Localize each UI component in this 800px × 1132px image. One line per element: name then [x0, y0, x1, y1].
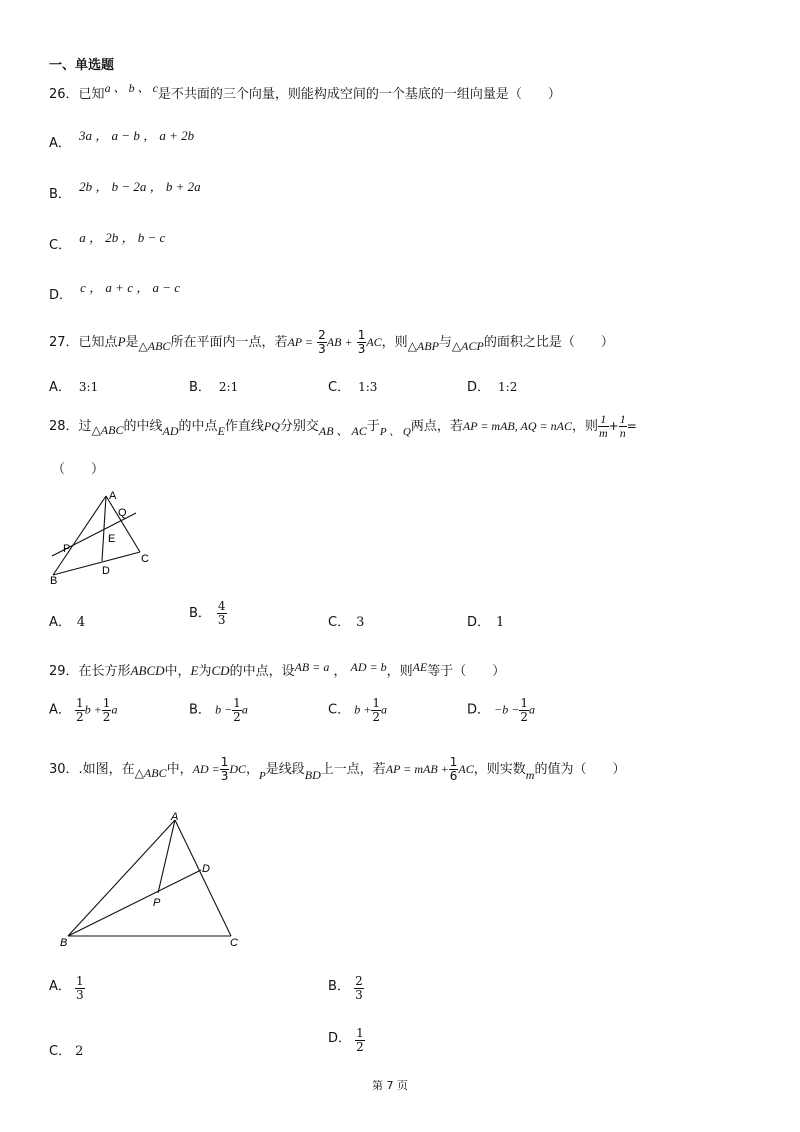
fraction: $\frac{1}{2}$ — [102, 696, 111, 724]
option-c[interactable] — [328, 697, 387, 723]
answer-paren: （ ） — [52, 462, 105, 477]
stem-text: 中， — [164, 664, 191, 679]
math-var: AD — [162, 424, 179, 438]
stem-text: 是线段 — [265, 762, 305, 777]
option-label: D． — [467, 615, 491, 630]
math-var: PQ — [263, 419, 280, 433]
math-var: △ABC — [91, 423, 124, 437]
label-P: P — [63, 543, 71, 555]
math-var: BD — [304, 768, 321, 782]
option-b[interactable] — [49, 179, 201, 202]
stem-text: 的中线 — [123, 419, 163, 434]
question-number: 28． — [49, 419, 79, 434]
math-op: = — [626, 419, 637, 433]
option-b[interactable] — [328, 975, 364, 1001]
label-Q: Q — [118, 507, 127, 519]
option-b[interactable] — [189, 376, 238, 395]
option-label: C． — [49, 238, 72, 253]
fraction: $\frac{1}{2}$ — [356, 1026, 364, 1054]
math-expr: b + — [354, 702, 372, 717]
option-label: D． — [467, 702, 491, 718]
option-a[interactable] — [49, 697, 117, 723]
option-label: B． — [49, 187, 71, 202]
fraction: $\frac{1}{2}$ — [76, 696, 84, 724]
math-expr: AB = a — [294, 660, 330, 674]
label-E: E — [108, 533, 116, 545]
option-label: C． — [328, 702, 351, 718]
stem-text: ， — [246, 762, 260, 777]
label-B: B — [60, 937, 68, 949]
math-expr: AP = mAB + — [385, 762, 449, 776]
option-label: A． — [49, 702, 71, 718]
question-28-stem — [49, 412, 637, 441]
math-var: △ABC — [138, 339, 171, 353]
stem-text: 过 — [78, 419, 92, 434]
option-value: a ， 2b ， b − c — [79, 230, 166, 245]
math-expr: a — [241, 702, 248, 717]
math-op: + — [608, 419, 619, 433]
stem-text: 是 — [125, 335, 139, 350]
math-var: AE — [412, 660, 428, 674]
stem-text: ，则 — [386, 664, 413, 679]
fraction: $\frac{1}{3}$ — [220, 755, 229, 783]
option-d[interactable] — [328, 1027, 365, 1053]
label-C: C — [141, 553, 149, 565]
option-d[interactable] — [467, 697, 535, 723]
option-value: 2b ， b − 2a ， b + 2a — [79, 179, 201, 194]
stem-text: 两点，若 — [410, 419, 463, 434]
fraction: $\frac{1}{3}$ — [357, 328, 366, 356]
triangle-figure-28 — [48, 488, 158, 588]
option-label: D． — [467, 380, 491, 395]
stem-text: 的面积之比是（ ） — [483, 335, 614, 350]
math-expr: AP = — [287, 335, 313, 349]
label-D: D — [202, 863, 210, 875]
vector-vars: a 、 b 、 c — [104, 81, 158, 95]
math-var: E — [190, 663, 199, 678]
page-number: 第 7 页 — [372, 1079, 408, 1092]
question-29-stem: 29．在长方形ABCD中，E为CD的中点，设AB = a ， AD = b，则AE等于（ ） — [49, 660, 506, 679]
math-expr: b − — [215, 702, 233, 717]
option-a[interactable] — [49, 128, 195, 151]
stem-text: ，则实数 — [473, 762, 526, 777]
math-expr: a — [111, 702, 118, 717]
option-a[interactable] — [49, 975, 85, 1001]
fraction: $\frac{2}{3}$ — [318, 328, 326, 356]
stem-text: 分别交 — [279, 419, 319, 434]
math-var: AC — [458, 762, 474, 776]
math-var: △ACP — [451, 339, 484, 353]
option-value: 4 — [76, 615, 86, 630]
option-value: 3 — [356, 615, 365, 630]
fraction: $\frac{1}{2}$ — [372, 696, 380, 724]
stem-text: .如图，在 — [78, 762, 135, 777]
math-var: E — [217, 424, 225, 438]
label-A: A — [171, 811, 179, 823]
option-label: A． — [49, 615, 71, 630]
math-expr: AB + — [326, 335, 353, 349]
math-var: m — [525, 768, 535, 782]
stem-text: 为 — [198, 664, 212, 679]
option-b[interactable] — [189, 697, 248, 723]
stem-text: 在长方形 — [78, 664, 131, 679]
stem-text: 的值为（ ） — [534, 762, 626, 777]
fraction: $\frac{1}{3}$ — [76, 974, 84, 1002]
label-A: A — [109, 490, 117, 502]
triangle-figure-30 — [56, 808, 248, 950]
question-30-stem — [49, 755, 625, 784]
option-value: 2:1 — [218, 380, 239, 394]
stem-text: 已知 — [78, 87, 105, 102]
option-label: B． — [328, 978, 350, 994]
math-var: △ABP — [407, 339, 439, 353]
option-label: C． — [328, 615, 351, 630]
stem-text: 等于（ ） — [427, 664, 506, 679]
option-label: B． — [189, 702, 211, 718]
stem-text: 与 — [438, 335, 452, 350]
stem-text: 作直线 — [224, 419, 264, 434]
option-d[interactable] — [467, 376, 517, 395]
math-expr: AD = b — [350, 660, 387, 674]
option-label: B． — [189, 380, 211, 395]
stem-text: 已知点 — [78, 335, 118, 350]
option-label: C． — [328, 380, 351, 395]
option-value: 1:3 — [358, 380, 378, 394]
question-number: 26． — [49, 87, 79, 102]
stem-text: 中， — [166, 762, 193, 777]
question-number: 27． — [49, 335, 79, 350]
question-number: 30． — [49, 762, 79, 777]
option-a[interactable] — [49, 376, 98, 395]
option-c[interactable] — [49, 230, 166, 253]
math-expr: AD = — [192, 762, 220, 776]
option-label: A． — [49, 136, 71, 151]
option-a[interactable] — [49, 611, 85, 630]
stem-text: ，则 — [571, 419, 598, 434]
math-var: DC — [229, 762, 247, 776]
math-var: P 、 Q — [379, 426, 411, 438]
label-B: B — [50, 575, 58, 587]
math-expr: a — [380, 702, 387, 717]
option-value: c ， a + c ， a − c — [80, 280, 181, 295]
fraction: $\frac{1}{n}$ — [619, 412, 626, 440]
stem-text: 的中点，设 — [229, 664, 295, 679]
option-label: B． — [189, 605, 211, 621]
math-var: AB 、 AC — [318, 424, 367, 438]
option-value: 3:1 — [78, 380, 99, 394]
question-number: 29． — [49, 664, 79, 679]
option-label: C． — [49, 1044, 72, 1059]
fraction: $\frac{1}{2}$ — [520, 696, 528, 724]
option-label: D． — [49, 288, 73, 303]
option-label: D． — [328, 1030, 352, 1046]
option-b[interactable] — [189, 600, 227, 626]
stem-text: ，则 — [381, 335, 408, 350]
math-var: ABCD — [130, 663, 165, 678]
math-var: P — [259, 770, 266, 782]
question-26-stem — [49, 83, 561, 102]
label-C: C — [230, 937, 238, 949]
fraction: $\frac{1}{2}$ — [233, 696, 241, 724]
fraction: $\frac{1}{6}$ — [449, 755, 458, 783]
option-value: 1:2 — [498, 380, 518, 394]
fraction: $\frac{1}{m}$ — [598, 412, 608, 440]
option-d[interactable] — [467, 611, 504, 630]
math-expr: b + — [84, 702, 102, 717]
fraction: $\frac{4}{3}$ — [217, 599, 226, 627]
math-var: CD — [211, 663, 230, 678]
option-c[interactable] — [49, 1040, 83, 1059]
label-D: D — [102, 565, 110, 577]
stem-text: 是不共面的三个向量，则能构成空间的一个基底的一组向量是（ ） — [157, 87, 561, 102]
math-var: P — [117, 334, 126, 349]
option-c[interactable] — [328, 376, 377, 395]
stem-text: 的中点 — [178, 419, 218, 434]
math-expr: AP = mAB, AQ = nAC — [462, 419, 572, 433]
option-label: A． — [49, 380, 71, 395]
stem-text: 于 — [366, 419, 380, 434]
label-P: P — [153, 897, 161, 909]
section-title: 一、单选题 — [49, 58, 115, 73]
stem-text: 所在平面内一点，若 — [170, 335, 288, 350]
option-value: 1 — [496, 615, 505, 630]
math-var: △ABC — [134, 766, 167, 780]
option-c[interactable] — [328, 611, 364, 630]
math-expr: a — [529, 702, 535, 717]
stem-text: 上一点，若 — [320, 762, 386, 777]
math-expr: −b − — [494, 702, 520, 717]
math-expr: AC — [366, 335, 382, 349]
fraction: $\frac{2}{3}$ — [355, 974, 363, 1002]
option-label: A． — [49, 978, 71, 994]
option-value: 2 — [75, 1044, 84, 1059]
option-d[interactable] — [49, 280, 181, 303]
option-value: 3a ， a − b ， a + 2b — [79, 128, 195, 143]
question-27-stem — [49, 328, 614, 357]
